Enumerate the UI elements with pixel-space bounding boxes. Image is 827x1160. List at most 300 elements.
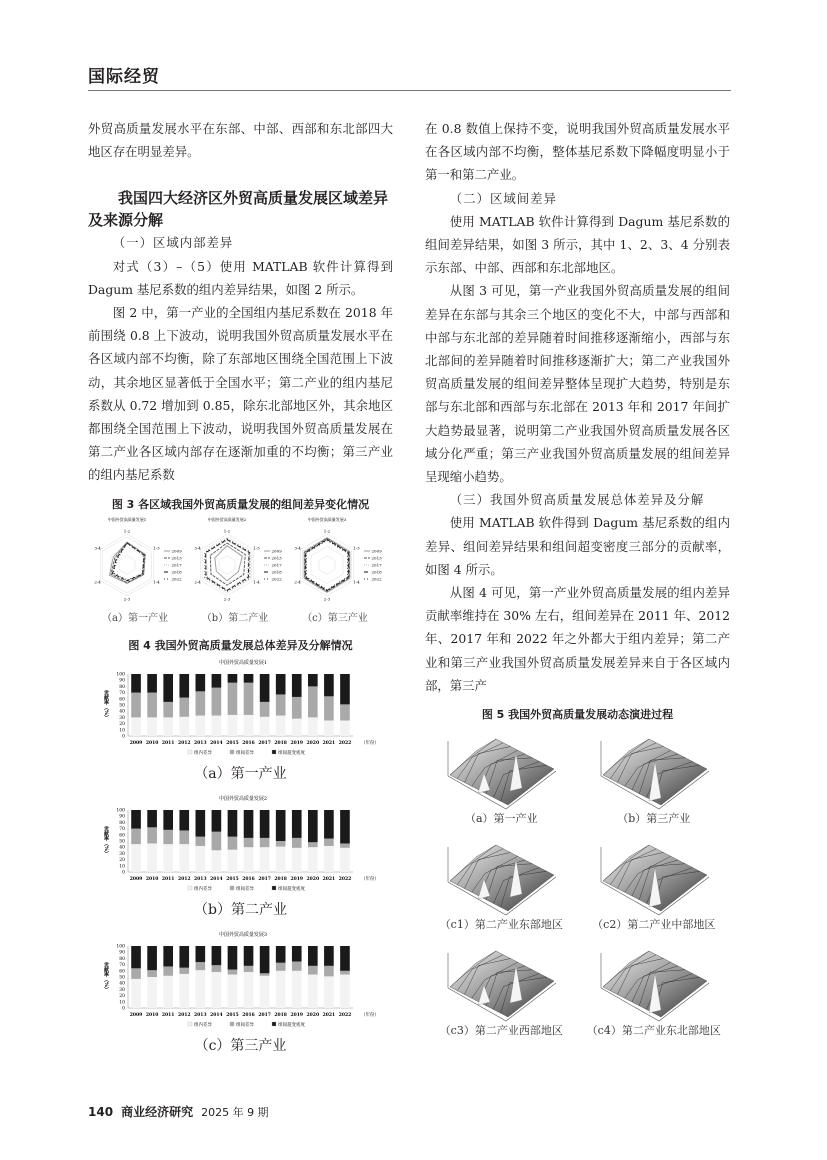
y-tick-label: 0 bbox=[122, 734, 125, 740]
bar-segment-组间差异 bbox=[308, 965, 318, 974]
paragraph: 图 2 中，第一产业的全国组内基尼系数在 2018 年前围绕 0.8 上下波动，说明我国外贸高质量发展水平在各区域内部不均衡，除了东部地区围绕全国范围上下波动，其余地区显著低于全国水平；第二产业的组内基尼系数从 0.72 增加到 0.85，除东北部地区外，其余地区都围绕全国范围上下波动，说明我国外贸高质量发展在第二产业各区域内部存在逐渐加重的不均衡；第三产业的组内基尼系数 bbox=[88, 305, 393, 483]
bar-segment-组内差异 bbox=[292, 847, 302, 871]
journal-name: 商业经济研究 bbox=[121, 1105, 194, 1119]
legend-swatch bbox=[188, 1022, 192, 1026]
radar-axis-label: 2-4 bbox=[93, 579, 101, 585]
legend-label: 2017 bbox=[371, 562, 382, 568]
bar-segment-组间差异 bbox=[324, 838, 334, 845]
y-tick-label: 60 bbox=[119, 696, 125, 702]
y-tick-label: 100 bbox=[116, 944, 125, 950]
bar-segment-组间超变密度 bbox=[179, 946, 189, 968]
legend-label: 2013 bbox=[271, 555, 282, 561]
radar-axis-label: 1-2 bbox=[223, 528, 230, 534]
figure-5-panel-caption: （a）第一产业 bbox=[464, 812, 538, 826]
x-tick-label: 2017 bbox=[258, 740, 271, 746]
y-tick-label: 0 bbox=[122, 870, 125, 876]
y-axis-label: 贡献率（%） bbox=[103, 961, 109, 992]
left-column bbox=[88, 117, 393, 1091]
bar-segment-组间差异 bbox=[260, 973, 270, 975]
y-tick-label: 40 bbox=[119, 981, 125, 987]
legend-swatch bbox=[230, 886, 234, 890]
chart-title: 中国外贸高质量发展3 bbox=[218, 931, 268, 938]
legend-swatch bbox=[272, 886, 276, 890]
x-tick-label: 2022 bbox=[338, 740, 352, 746]
legend-label: 组间差异 bbox=[236, 886, 254, 892]
y-tick-label: 10 bbox=[119, 999, 125, 1005]
legend-label: 2017 bbox=[171, 562, 182, 568]
legend-label: 2022 bbox=[271, 576, 282, 582]
x-tick-label: 2015 bbox=[226, 740, 239, 746]
figure-5-panel bbox=[578, 837, 731, 933]
bar-segment-组间差异 bbox=[276, 962, 286, 970]
radar-axis-label: 1-3 bbox=[352, 545, 360, 551]
radar-title: 中国外贸高质量发展1 bbox=[107, 516, 146, 522]
subsection-heading: （二）区域间差异 bbox=[449, 190, 557, 206]
x-tick-label: 2016 bbox=[242, 740, 255, 746]
bar-segment-组间超变密度 bbox=[179, 810, 189, 830]
x-tick-label: 2010 bbox=[145, 740, 159, 746]
bar-segment-组间差异 bbox=[340, 843, 350, 847]
figure-5-panel bbox=[578, 943, 731, 1039]
bar-segment-组间差异 bbox=[131, 828, 141, 844]
x-tick-label: 2010 bbox=[145, 876, 159, 882]
y-axis-label: 贡献率（%） bbox=[103, 689, 109, 720]
bar-segment-组间超变密度 bbox=[308, 946, 318, 966]
y-tick-label: 70 bbox=[119, 826, 125, 832]
bar-segment-组间差异 bbox=[163, 829, 173, 843]
bar-segment-组间超变密度 bbox=[212, 810, 222, 832]
x-tick-label: 2012 bbox=[177, 876, 191, 882]
bar-segment-组间差异 bbox=[340, 704, 350, 720]
journal-section-header: 国际经贸 bbox=[88, 67, 160, 87]
x-tick-label: 2022 bbox=[338, 876, 352, 882]
bar-segment-组间差异 bbox=[131, 968, 141, 979]
legend-label: 2009 bbox=[271, 548, 282, 554]
subsection-heading: （一）区域内部差异 bbox=[112, 235, 234, 251]
y-tick-label: 100 bbox=[116, 808, 125, 814]
x-tick-label: 2016 bbox=[242, 1012, 255, 1018]
radar-grid bbox=[302, 537, 350, 593]
bar-segment-组间超变密度 bbox=[228, 946, 238, 970]
radar-caption: （b）第二产业 bbox=[201, 612, 268, 624]
x-tick-label: 2011 bbox=[161, 740, 175, 746]
bar-segment-组间差异 bbox=[228, 969, 238, 974]
bar-segment-组内差异 bbox=[244, 972, 254, 1008]
issue: 2025 年 9 期 bbox=[201, 1106, 269, 1119]
bar-segment-组内差异 bbox=[276, 715, 286, 735]
x-tick-label: 2012 bbox=[177, 740, 191, 746]
y-tick-label: 80 bbox=[119, 956, 125, 962]
density-surface-plot bbox=[436, 943, 566, 1023]
bar-segment-组内差异 bbox=[324, 720, 334, 736]
bar-segment-组间超变密度 bbox=[260, 946, 270, 973]
bar-segment-组内差异 bbox=[179, 974, 189, 1008]
bar-segment-组间差异 bbox=[260, 838, 270, 847]
density-surface-plot bbox=[589, 943, 719, 1023]
bar-segment-组内差异 bbox=[340, 974, 350, 1007]
legend-label: 2018 bbox=[371, 569, 382, 575]
x-tick-label: 2020 bbox=[306, 1012, 320, 1018]
two-column-body bbox=[88, 117, 731, 1091]
radar-axis-label: 1-2 bbox=[323, 528, 330, 534]
bar-segment-组间差异 bbox=[228, 682, 238, 714]
bar-segment-组间超变密度 bbox=[340, 946, 350, 971]
radar-caption: （a）第一产业 bbox=[101, 612, 168, 624]
legend-swatch bbox=[230, 1022, 234, 1026]
bar-segment-组内差异 bbox=[340, 720, 350, 736]
radar-charts bbox=[91, 513, 391, 628]
radar-title: 中国外贸高质量发展3 bbox=[307, 516, 346, 522]
y-tick-label: 10 bbox=[119, 863, 125, 869]
bar-segment-组间超变密度 bbox=[324, 946, 334, 966]
radar-axis-label: 1-3 bbox=[252, 545, 260, 551]
x-tick-label: 2022 bbox=[338, 1012, 352, 1018]
bar-segment-组内差异 bbox=[179, 844, 189, 872]
bar-segment-组内差异 bbox=[147, 977, 157, 1008]
bar-segment-组间差异 bbox=[147, 827, 157, 843]
legend-swatch bbox=[188, 750, 192, 754]
bar-segment-组间差异 bbox=[276, 841, 286, 847]
paragraph: 使用 MATLAB 软件得到 Dagum 基尼系数的组内差异、组间差异结果和组间超变密度三部分的贡献率，如图 4 所示。 bbox=[425, 515, 730, 577]
legend-swatch bbox=[272, 750, 276, 754]
bar-segment-组间超变密度 bbox=[179, 674, 189, 698]
surface bbox=[450, 951, 554, 1017]
y-tick-label: 80 bbox=[119, 684, 125, 690]
density-surface-plot bbox=[589, 731, 719, 811]
radar-grid bbox=[310, 546, 342, 583]
x-tick-label: 2019 bbox=[290, 1012, 304, 1018]
figure-5-panel bbox=[425, 943, 578, 1039]
bar-segment-组内差异 bbox=[163, 717, 173, 736]
stacked-bar-chart-c bbox=[88, 926, 398, 1036]
x-axis-label: （年份） bbox=[361, 876, 379, 882]
stacked-bar-chart-b bbox=[88, 790, 398, 900]
bar-segment-组间超变密度 bbox=[212, 674, 222, 688]
bar-segment-组内差异 bbox=[340, 847, 350, 871]
bar-segment-组间差异 bbox=[228, 836, 238, 849]
radar-caption: （c）第三产业 bbox=[301, 612, 368, 624]
bar-segment-组内差异 bbox=[212, 972, 222, 1008]
bar-segment-组间超变密度 bbox=[163, 810, 173, 830]
bar-segment-组间超变密度 bbox=[163, 674, 173, 702]
bar-segment-组间差异 bbox=[244, 965, 254, 971]
bar-segment-组间差异 bbox=[260, 702, 270, 717]
page-footer bbox=[88, 1103, 827, 1120]
legend-label: 2018 bbox=[271, 569, 282, 575]
x-tick-label: 2014 bbox=[210, 740, 223, 746]
legend-label: 组间超变密度 bbox=[278, 750, 305, 756]
surface bbox=[450, 739, 554, 805]
surface bbox=[450, 845, 554, 911]
bar-segment-组间差异 bbox=[212, 831, 222, 850]
bar-segment-组内差异 bbox=[131, 979, 141, 1008]
radar-axis-label: 2-3 bbox=[323, 596, 330, 602]
y-tick-label: 20 bbox=[119, 993, 125, 999]
radar-title: 中国外贸高质量发展2 bbox=[207, 516, 246, 522]
radar-axis-label: 3-4 bbox=[293, 545, 301, 551]
x-tick-label: 2019 bbox=[290, 876, 304, 882]
bar-segment-组内差异 bbox=[163, 975, 173, 1007]
bar-segment-组内差异 bbox=[163, 844, 173, 872]
x-tick-label: 2009 bbox=[129, 876, 143, 882]
radar-grid bbox=[102, 537, 150, 593]
bar-segment-组间超变密度 bbox=[292, 810, 302, 838]
chart-caption: （b）第二产业 bbox=[194, 901, 287, 918]
radar-grid bbox=[300, 534, 353, 596]
bar-segment-组内差异 bbox=[212, 715, 222, 735]
legend-label: 2009 bbox=[371, 548, 382, 554]
bar-segment-组间差异 bbox=[324, 965, 334, 976]
bar-segment-组内差异 bbox=[147, 843, 157, 872]
y-tick-label: 70 bbox=[119, 690, 125, 696]
bar-segment-组内差异 bbox=[292, 970, 302, 1007]
bar-segment-组内差异 bbox=[196, 970, 206, 1008]
bar-segment-组间超变密度 bbox=[131, 946, 141, 968]
paragraph: 在 0.8 数值上保持不变，说明我国外贸高质量发展水平在各区域内部不均衡，整体基尼系数下降幅度明显小于第一和第二产业。 bbox=[425, 121, 730, 183]
figure-3-caption: 图 3 各区域我国外贸高质量发展的组间差异变化情况 bbox=[111, 497, 370, 511]
y-tick-label: 40 bbox=[119, 845, 125, 851]
legend-label: 2022 bbox=[171, 576, 182, 582]
x-tick-label: 2020 bbox=[306, 876, 320, 882]
legend-swatch bbox=[230, 750, 234, 754]
bar-segment-组间差异 bbox=[244, 682, 254, 714]
x-tick-label: 2014 bbox=[210, 876, 223, 882]
bar-segment-组间超变密度 bbox=[324, 810, 334, 839]
bar-segment-组间超变密度 bbox=[228, 674, 238, 683]
legend-label: 组内差异 bbox=[194, 1022, 212, 1028]
bar-segment-组内差异 bbox=[196, 715, 206, 735]
bar-segment-组间差异 bbox=[179, 967, 189, 973]
x-axis-label: （年份） bbox=[361, 740, 379, 746]
bar-segment-组间差异 bbox=[196, 691, 206, 715]
bar-segment-组间超变密度 bbox=[131, 674, 141, 693]
x-tick-label: 2019 bbox=[290, 740, 304, 746]
legend-label: 2009 bbox=[171, 548, 182, 554]
bar-segment-组内差异 bbox=[276, 846, 286, 871]
x-tick-label: 2015 bbox=[226, 876, 239, 882]
paragraph: 从图 3 可见，第一产业我国外贸高质量发展的组间差异在东部与其余三个地区的变化不大，中部与西部和中部与东北部的差异随着时间推移逐渐缩小，西部与东北部间的差异随着时间推移逐渐扩大；第二产业我国外贸高质量发展的组间差异整体呈现扩大趋势，特别是东部与东北部和西部与东北部在 2013 年和 2017 年间扩大趋势最显著，说明第二产业我国外贸高质量发展各区域分化严重；第三产业我国外贸高质量发展的组间差异呈现缩小趋势。 bbox=[425, 283, 730, 485]
x-tick-label: 2009 bbox=[129, 740, 143, 746]
figure-5-panel-caption: （c1）第二产业东部地区 bbox=[439, 918, 563, 932]
bar-segment-组间超变密度 bbox=[147, 810, 157, 827]
bar-segment-组内差异 bbox=[292, 718, 302, 735]
bar-segment-组间超变密度 bbox=[196, 674, 206, 691]
x-tick-label: 2010 bbox=[145, 1012, 159, 1018]
bar-segment-组间超变密度 bbox=[147, 946, 157, 970]
bar-segment-组间差异 bbox=[308, 686, 318, 717]
bar-segment-组内差异 bbox=[324, 976, 334, 1008]
bar-segment-组间差异 bbox=[340, 970, 350, 974]
bar-segment-组间差异 bbox=[163, 966, 173, 975]
page-number: 140 bbox=[88, 1105, 114, 1119]
bar-segment-组间差异 bbox=[292, 838, 302, 848]
x-tick-label: 2021 bbox=[322, 740, 336, 746]
figure-5-panel bbox=[425, 837, 578, 933]
bar-segment-组间超变密度 bbox=[308, 810, 318, 842]
bar-segment-组内差异 bbox=[308, 847, 318, 872]
y-tick-label: 90 bbox=[119, 678, 125, 684]
x-tick-label: 2018 bbox=[274, 1012, 287, 1018]
legend-label: 2018 bbox=[171, 569, 182, 575]
y-tick-label: 90 bbox=[119, 814, 125, 820]
paragraph: 外贸高质量发展水平在东部、中部、西部和东北部四大地区存在明显差异。 bbox=[88, 121, 393, 160]
radar-axis-label: 2-4 bbox=[193, 579, 201, 585]
x-tick-label: 2009 bbox=[129, 1012, 143, 1018]
x-tick-label: 2017 bbox=[258, 876, 271, 882]
y-tick-label: 30 bbox=[119, 851, 125, 857]
bar-segment-组内差异 bbox=[196, 846, 206, 872]
chart-title: 中国外贸高质量发展1 bbox=[218, 659, 268, 666]
x-tick-label: 2013 bbox=[194, 876, 207, 882]
bar-segment-组间超变密度 bbox=[324, 674, 334, 696]
radar-axis-label: 2-3 bbox=[123, 596, 130, 602]
legend-label: 组间超变密度 bbox=[278, 1022, 305, 1028]
x-tick-label: 2018 bbox=[274, 876, 287, 882]
bar-segment-组间超变密度 bbox=[228, 810, 238, 837]
bar-segment-组间差异 bbox=[292, 697, 302, 719]
x-tick-label: 2021 bbox=[322, 876, 336, 882]
bar-segment-组间超变密度 bbox=[260, 810, 270, 838]
paragraph: 从图 4 可见，第一产业外贸高质量发展的组内差异贡献率维持在 30% 左右，组间差异在 2011 年、2012 年、2017 年和 2022 年之外都大于组内差异；第二产业和第三产业我国外贸高质量发展差异来自于各区域内部，第三产 bbox=[425, 585, 730, 693]
x-tick-label: 2017 bbox=[258, 1012, 271, 1018]
bar-segment-组间超变密度 bbox=[292, 946, 302, 962]
density-surface-plot bbox=[436, 731, 566, 811]
bar-segment-组间差异 bbox=[244, 838, 254, 847]
y-tick-label: 0 bbox=[122, 1006, 125, 1012]
legend-label: 组间超变密度 bbox=[278, 886, 305, 892]
figure-5-panel bbox=[578, 731, 731, 827]
y-tick-label: 40 bbox=[119, 709, 125, 715]
y-tick-label: 60 bbox=[119, 832, 125, 838]
bar-segment-组间差异 bbox=[147, 692, 157, 717]
bar-segment-组内差异 bbox=[276, 970, 286, 1007]
bar-segment-组间超变密度 bbox=[276, 674, 286, 694]
bar-segment-组间超变密度 bbox=[308, 674, 318, 686]
density-surface-plot bbox=[436, 837, 566, 917]
bar-segment-组内差异 bbox=[228, 849, 238, 871]
radar-grid bbox=[218, 555, 234, 573]
y-tick-label: 90 bbox=[119, 950, 125, 956]
y-tick-label: 70 bbox=[119, 962, 125, 968]
legend-swatch bbox=[188, 886, 192, 890]
x-tick-label: 2013 bbox=[194, 1012, 207, 1018]
figure-5-caption: 图 5 我国外贸高质量发展动态演进过程 bbox=[481, 708, 674, 722]
x-tick-label: 2020 bbox=[306, 740, 320, 746]
radar-axis-label: 2-3 bbox=[223, 596, 230, 602]
figure-5-panel-caption: （b）第三产业 bbox=[617, 812, 691, 826]
x-tick-label: 2016 bbox=[242, 876, 255, 882]
legend-label: 2017 bbox=[271, 562, 282, 568]
legend-label: 2013 bbox=[371, 555, 382, 561]
bar-segment-组内差异 bbox=[228, 974, 238, 1007]
bar-segment-组间差异 bbox=[324, 696, 334, 720]
y-tick-label: 20 bbox=[119, 721, 125, 727]
y-axis-label: 贡献率（%） bbox=[103, 825, 109, 856]
bar-segment-组间超变密度 bbox=[340, 810, 350, 843]
bar-segment-组间差异 bbox=[147, 970, 157, 977]
x-tick-label: 2014 bbox=[210, 1012, 223, 1018]
legend-label: 2013 bbox=[171, 555, 182, 561]
radar-axis-label: 1-3 bbox=[152, 545, 160, 551]
legend-label: 组内差异 bbox=[194, 750, 212, 756]
bar-segment-组内差异 bbox=[212, 850, 222, 872]
x-tick-label: 2018 bbox=[274, 740, 287, 746]
bar-segment-组间差异 bbox=[292, 961, 302, 970]
radar-grid bbox=[118, 555, 134, 573]
bar-segment-组间差异 bbox=[163, 702, 173, 718]
chart-title: 中国外贸高质量发展2 bbox=[218, 795, 268, 802]
radar-axis-label: 1-2 bbox=[123, 528, 130, 534]
figure-5-panel bbox=[425, 731, 578, 827]
y-tick-label: 50 bbox=[119, 839, 125, 845]
bar-segment-组间差异 bbox=[308, 842, 318, 847]
x-axis-label: （年份） bbox=[361, 1012, 379, 1018]
radar-axis-label: 3-4 bbox=[93, 545, 101, 551]
bar-segment-组间超变密度 bbox=[196, 946, 206, 962]
y-tick-label: 20 bbox=[119, 857, 125, 863]
y-tick-label: 80 bbox=[119, 820, 125, 826]
bar-segment-组间超变密度 bbox=[292, 674, 302, 697]
bar-segment-组间差异 bbox=[131, 692, 141, 717]
bar-segment-组间差异 bbox=[196, 836, 206, 845]
x-tick-label: 2013 bbox=[194, 740, 207, 746]
figure-4-caption: 图 4 我国外贸高质量发展总体差异及分解情况 bbox=[128, 638, 353, 652]
x-tick-label: 2011 bbox=[161, 876, 175, 882]
legend-label: 组间差异 bbox=[236, 750, 254, 756]
figure-5-panel-caption: （c4）第二产业东北部地区 bbox=[586, 1024, 721, 1038]
bar-segment-组内差异 bbox=[260, 847, 270, 872]
bar-segment-组内差异 bbox=[244, 715, 254, 736]
legend-label: 组内差异 bbox=[194, 886, 212, 892]
chart-caption: （a）第一产业 bbox=[194, 765, 287, 782]
bar-segment-组间超变密度 bbox=[131, 810, 141, 829]
bar-segment-组间差异 bbox=[179, 830, 189, 844]
bar-segment-组间超变密度 bbox=[196, 810, 206, 837]
bar-segment-组内差异 bbox=[131, 717, 141, 736]
bar-segment-组内差异 bbox=[244, 847, 254, 872]
bar-segment-组间差异 bbox=[212, 965, 222, 972]
density-surface-plot bbox=[589, 837, 719, 917]
figure-5 bbox=[425, 731, 730, 1039]
bar-segment-组间差异 bbox=[212, 687, 222, 715]
paragraph: 使用 MATLAB 软件计算得到 Dagum 基尼系数的组间差异结果，如图 3 所示，其中 1、2、3、4 分别表示东部、中部、西部和东北部地区。 bbox=[425, 213, 730, 276]
chart-caption: （c）第三产业 bbox=[194, 1037, 287, 1054]
bar-segment-组间超变密度 bbox=[260, 674, 270, 702]
bar-segment-组内差异 bbox=[308, 717, 318, 736]
bar-segment-组内差异 bbox=[147, 717, 157, 736]
x-tick-label: 2021 bbox=[322, 1012, 336, 1018]
x-tick-label: 2012 bbox=[177, 1012, 191, 1018]
radar-axis-label: 1-4 bbox=[152, 579, 160, 585]
bar-segment-组内差异 bbox=[308, 974, 318, 1007]
figure-5-panel-caption: （c3）第二产业西部地区 bbox=[439, 1024, 563, 1038]
radar-axis-label: 3-4 bbox=[193, 545, 201, 551]
radar-axis-label: 1-4 bbox=[352, 579, 360, 585]
bar-segment-组间差异 bbox=[276, 694, 286, 715]
bar-segment-组内差异 bbox=[179, 716, 189, 735]
bar-segment-组间超变密度 bbox=[163, 946, 173, 966]
bar-segment-组间差异 bbox=[179, 697, 189, 716]
bar-segment-组间超变密度 bbox=[212, 946, 222, 965]
x-tick-label: 2015 bbox=[226, 1012, 239, 1018]
radar-axis-label: 2-4 bbox=[293, 579, 301, 585]
bar-segment-组内差异 bbox=[324, 846, 334, 872]
paragraph: 对式（3）–（5）使用 MATLAB 软件计算得到 Dagum 基尼系数的组内差异结果，如图 2 所示。 bbox=[88, 258, 393, 297]
legend-label: 2022 bbox=[371, 576, 382, 582]
bar-segment-组间超变密度 bbox=[276, 810, 286, 841]
radar-grid bbox=[318, 555, 334, 573]
y-tick-label: 60 bbox=[119, 968, 125, 974]
